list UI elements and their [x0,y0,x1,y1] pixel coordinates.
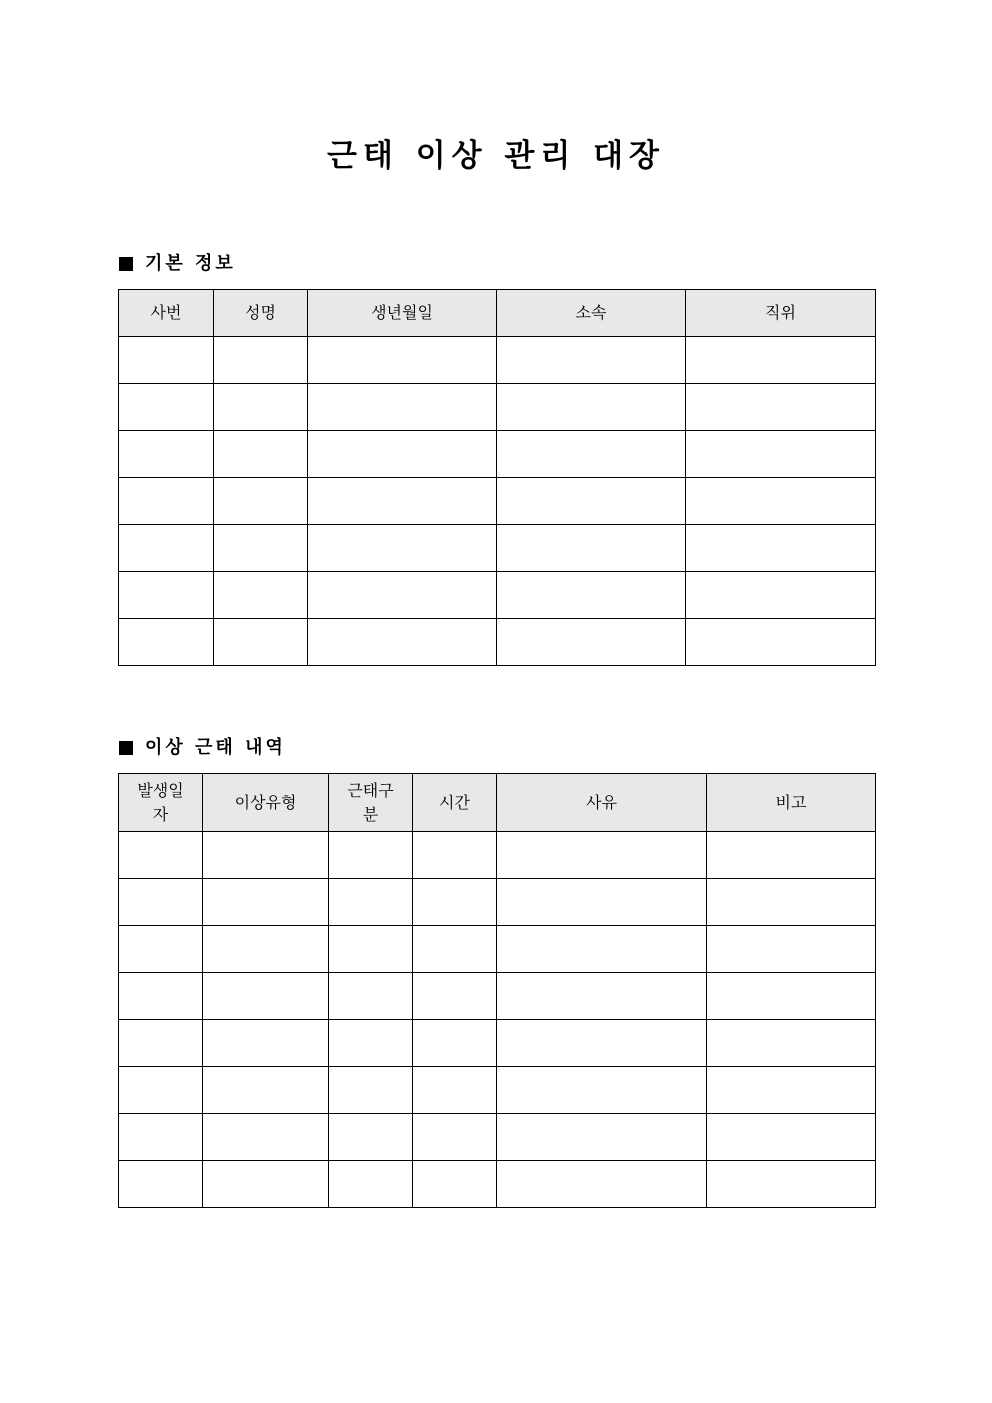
table-row [119,973,876,1020]
table-cell[interactable] [686,337,876,384]
table-cell[interactable] [497,478,686,525]
table-cell[interactable] [214,384,308,431]
table-cell[interactable] [329,1067,413,1114]
table-cell[interactable] [203,1114,329,1161]
table-cell[interactable] [119,973,203,1020]
table-cell[interactable] [308,525,497,572]
basic-info-table [118,289,876,666]
column-header-position: 직위 [686,290,876,337]
table-cell[interactable] [119,1020,203,1067]
table-cell[interactable] [707,1114,876,1161]
column-header-department: 소속 [497,290,686,337]
table-cell[interactable] [497,384,686,431]
table-cell[interactable] [707,973,876,1020]
square-bullet-icon [119,257,133,271]
table-cell[interactable] [119,879,203,926]
table-header-row [119,290,876,337]
table-cell[interactable] [497,1020,707,1067]
table-cell[interactable] [497,431,686,478]
table-cell[interactable] [119,384,214,431]
table-row [119,431,876,478]
table-row [119,525,876,572]
table-cell[interactable] [497,832,707,879]
table-cell[interactable] [203,1020,329,1067]
table-row [119,1067,876,1114]
table-cell[interactable] [308,384,497,431]
table-cell[interactable] [119,1067,203,1114]
column-header-employee-id: 사번 [119,290,214,337]
table-cell[interactable] [497,1114,707,1161]
table-cell[interactable] [214,572,308,619]
table-cell[interactable] [119,926,203,973]
table-cell[interactable] [707,1067,876,1114]
column-header-time: 시간 [413,774,497,832]
table-header-row [119,774,876,832]
table-cell[interactable] [203,832,329,879]
table-cell[interactable] [686,431,876,478]
table-cell[interactable] [329,1020,413,1067]
table-row [119,879,876,926]
table-cell[interactable] [214,525,308,572]
table-cell[interactable] [308,431,497,478]
table-cell[interactable] [329,1114,413,1161]
column-header-occurrence-date: 발생일 자 [119,774,203,832]
table-cell[interactable] [119,1114,203,1161]
table-cell[interactable] [203,973,329,1020]
table-cell[interactable] [329,973,413,1020]
table-cell[interactable] [214,431,308,478]
section-heading-label: 기본 정보 [145,253,236,274]
table-row [119,926,876,973]
table-cell[interactable] [686,525,876,572]
column-header-remarks: 비고 [707,774,876,832]
table-cell[interactable] [497,619,686,666]
table-cell[interactable] [413,879,497,926]
table-cell[interactable] [214,337,308,384]
table-cell[interactable] [413,1114,497,1161]
table-cell[interactable] [497,337,686,384]
table-cell[interactable] [119,431,214,478]
table-cell[interactable] [413,1020,497,1067]
table-cell[interactable] [686,478,876,525]
column-header-anomaly-type: 이상유형 [203,774,329,832]
table-cell[interactable] [119,832,203,879]
table-cell[interactable] [329,832,413,879]
anomaly-records-table [118,773,876,1208]
column-header-attendance-category: 근태구 분 [329,774,413,832]
table-cell[interactable] [413,926,497,973]
page-title: 근태 이상 관리 대장 [327,138,665,174]
column-header-birthdate: 생년월일 [308,290,497,337]
table-cell[interactable] [413,973,497,1020]
table-cell[interactable] [119,619,214,666]
table-cell[interactable] [203,1161,329,1208]
table-cell[interactable] [497,973,707,1020]
section-heading-basic-info [119,251,236,277]
table-cell[interactable] [329,1161,413,1208]
table-cell[interactable] [203,926,329,973]
table-cell[interactable] [497,572,686,619]
table-cell[interactable] [119,1161,203,1208]
table-cell[interactable] [707,1020,876,1067]
section-heading-anomaly-records [119,735,286,761]
table-cell[interactable] [497,879,707,926]
column-header-reason: 사유 [497,774,707,832]
table-cell[interactable] [119,478,214,525]
table-cell[interactable] [308,478,497,525]
table-row [119,1161,876,1208]
table-cell[interactable] [497,525,686,572]
table-cell[interactable] [119,337,214,384]
table-cell[interactable] [707,879,876,926]
table-cell[interactable] [686,384,876,431]
square-bullet-icon [119,741,133,755]
section-heading-label: 이상 근태 내역 [145,737,286,758]
table-row [119,337,876,384]
table-cell[interactable] [413,1161,497,1208]
table-cell[interactable] [686,619,876,666]
table-cell[interactable] [497,926,707,973]
table-row [119,572,876,619]
table-cell[interactable] [203,879,329,926]
table-cell[interactable] [413,832,497,879]
table-cell[interactable] [707,832,876,879]
table-cell[interactable] [214,478,308,525]
column-header-name: 성명 [214,290,308,337]
table-row [119,619,876,666]
table-cell[interactable] [329,879,413,926]
table-cell[interactable] [214,619,308,666]
table-cell[interactable] [203,1067,329,1114]
table-cell[interactable] [497,1161,707,1208]
table-cell[interactable] [707,1161,876,1208]
table-cell[interactable] [308,572,497,619]
table-cell[interactable] [119,572,214,619]
table-row [119,832,876,879]
table-row [119,384,876,431]
table-cell[interactable] [329,926,413,973]
table-row [119,1114,876,1161]
table-row [119,1020,876,1067]
table-cell[interactable] [707,926,876,973]
table-row [119,478,876,525]
table-cell[interactable] [413,1067,497,1114]
table-cell[interactable] [308,619,497,666]
table-cell[interactable] [686,572,876,619]
table-cell[interactable] [308,337,497,384]
table-cell[interactable] [119,525,214,572]
table-cell[interactable] [497,1067,707,1114]
